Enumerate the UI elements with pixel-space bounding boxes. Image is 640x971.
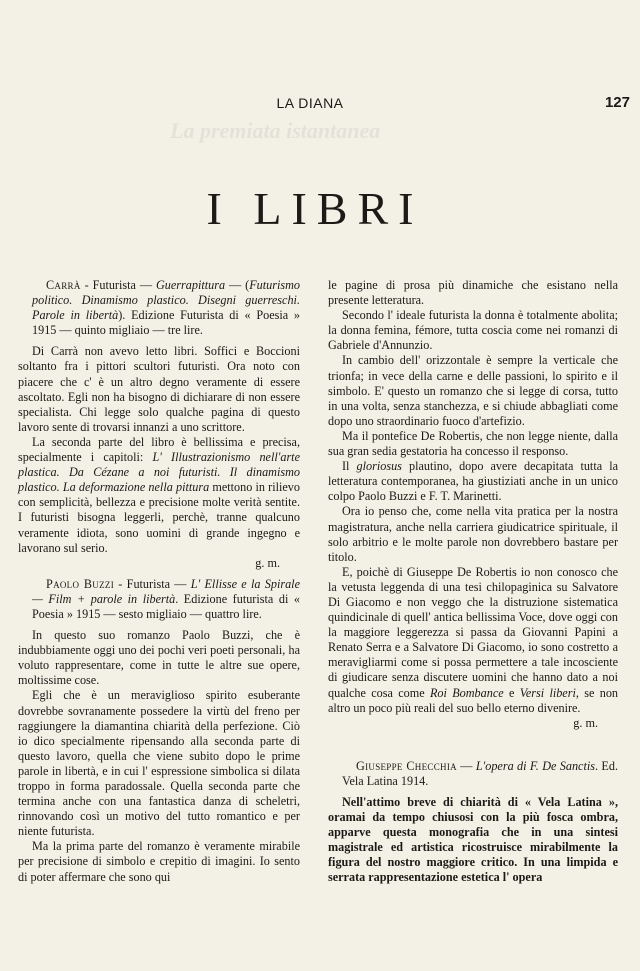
- running-head-journal: LA DIANA: [276, 95, 344, 111]
- paragraph: La seconda parte del libro è bellissima e precisa, specialmente i capitoli: L' Illustrazionismo nell'arte plastica. Da Cézane a noi futuristi. Il dinamismo plastico. La deformazione nella pittura mettono in rilievo con semplicità, bellezza e precisione molte verità sentite. I futuristi bisogna leggerli, perchè, tranne qualcuno veramente idiota, sono uomini di grande ingegno e lavorano sul serio.: [18, 434, 300, 555]
- signature: g. m.: [255, 555, 280, 570]
- paragraph: In cambio dell' orizzontale è sempre la verticale che trionfa; in vece della carne e delle passioni, lo spirito e il simbolo. E' questo un romanzo che si legge di corsa, tutto in una volta, senza stanchezza, e si chiude abbagliati come dopo uno straordinario fuoco d'artefizio.: [328, 353, 618, 428]
- paragraph: Secondo l' ideale futurista la donna è totalmente abolita; la donna femina, fémore, tutta coscia come nei romanzi di Gabriele d'Annunzio.: [328, 308, 618, 353]
- author-name: Paolo Buzzi: [46, 576, 114, 591]
- left-column: [18, 278, 300, 885]
- right-column: [328, 278, 618, 886]
- paragraph: Ora io penso che, come nella vita pratica per la nostra magistratura, anche nella carriera giudicatrice spirituale, il solo arbitrio e le molte parole non dovrebbero bastare per titolo.: [328, 504, 618, 564]
- section-title: I LIBRI: [206, 183, 424, 234]
- author-name: Carrà: [46, 278, 81, 292]
- paragraph: Di Carrà non avevo letto libri. Soffici e Boccioni soltanto fra i pittori scultori futuristi. Ora noto con piacere che c' è un altro degno veramente di essere ascoltato. Egli non ha bisogno di dichiarare di non essere specialista. Chi legge solo qualche pagina di questo lavoro sente di trovarsi innanzi a uno scrittore.: [18, 344, 300, 434]
- paragraph: In questo suo romanzo Paolo Buzzi, che è indubbiamente oggi uno dei pochi veri poeti personali, ha voluto rappresentare, come in tutte le altre sue opere, moltissime cose.: [18, 628, 300, 688]
- paragraph: Nell'attimo breve di chiarità di « Vela Latina », oramai da tempo chiusosi con la più fosca ombra, apparve questa monografia che in una sintesi magistrale ed artistica ricostruisce mirabilmente la figura del nostro maggiore critico. In una limpida e serrata rappresentazione estetica l' opera: [328, 795, 618, 885]
- edition-info: . Edizione futurista di « Poesia » 1915 — sesto migliaio — quattro lire.: [32, 591, 300, 621]
- paragraph: Il gloriosus plautino, dopo avere decapitata tutta la letteratura contemporanea, ha giustiziati anche in un unico colpo Paolo Buzzi e F. T. Marinetti.: [328, 459, 618, 504]
- book-title: L'opera di F. De Sanctis: [475, 758, 595, 773]
- signature: g. m.: [573, 715, 598, 730]
- paragraph: E, poichè di Giuseppe De Robertis io non conosco che la vetusta leggenda di una tesi chilopaginica su Salvatore Di Giacomo e non veggo che la distruzione sistematica quindicinale di quell' antica bellissima Voce, dove oggi con la maggiore leggerezza si passa da Giovanni Papini a Renato Serra e a Salvatore Di Giacomo, io sono costretto a meravigliarmi come si possa permettere a tale incosciente di giudicare senza discutere uomini che hanno dato a noi qualche cosa come Roi Bombance e Versi liberi, se non altro un poco più reali del suo bello eterno divenire.: [328, 564, 619, 715]
- book-title: L' Ellisse e la Spirale — Film + parole in libertà: [32, 576, 300, 606]
- paragraph: Egli che è un meraviglioso spirito esuberante dovrebbe sovranamente possedere la virtù del freno per raggiungere la diamantina chiarità della perfezione. Ciò io dico specialmente ripensando alla seconda parte di questo lavoro, quella che viene subito dopo le prime parole in libertà, e in cui l' espressione simbolica si dilata troppo in forma paradossale. Quella seconda parte che termina anche con una fantastica danza di scheletri, rinnovando così un motivo del tutto romantico e per niente futurista.: [18, 688, 300, 839]
- author-name: Giuseppe Checchia: [356, 758, 457, 773]
- review-heading-buzzi: Paolo Buzzi - Futurista — L' Ellisse e la Spirale — Film + parole in libertà. Edizione futurista di « Poesia » 1915 — sesto migliaio — quattro lire.: [32, 576, 300, 621]
- edition-info: ). Edizione Futurista di « Poesia » 1915 — quinto migliaio — tre lire.: [32, 308, 300, 338]
- paragraph: Ma il pontefice De Robertis, che non legge niente, dalla sua gran sedia gestatoria ha concesso il responso.: [328, 428, 618, 459]
- page-number: 127: [604, 94, 630, 111]
- book-subtitle: Futurismo politico. Dinamismo plastico. Disegni guerreschi. Parole in libertà: [32, 278, 300, 323]
- paragraph: le pagine di prosa più dinamiche che esistano nella presente letteratura.: [328, 278, 618, 308]
- book-title: Guerrapittura: [155, 278, 226, 292]
- bleed-through-text: La premiata istantanea: [170, 118, 381, 143]
- review-heading-checchia: Giuseppe Checchia — L'opera di F. De Sanctis. Ed. Vela Latina 1914.: [342, 758, 619, 788]
- review-heading-carra: Carrà - Futurista — Guerrapittura — (Futurismo politico. Dinamismo plastico. Disegni guerreschi. Parole in libertà). Edizione Futurista di « Poesia » 1915 — quinto migliaio — tre lire.: [32, 278, 300, 338]
- edition-info: . Ed. Vela Latina 1914.: [342, 758, 619, 788]
- paragraph: Ma la prima parte del romanzo è veramente mirabile per precisione di simbolo e crepitio di imagini. Io sento di poter affermare che sono qui: [18, 839, 300, 884]
